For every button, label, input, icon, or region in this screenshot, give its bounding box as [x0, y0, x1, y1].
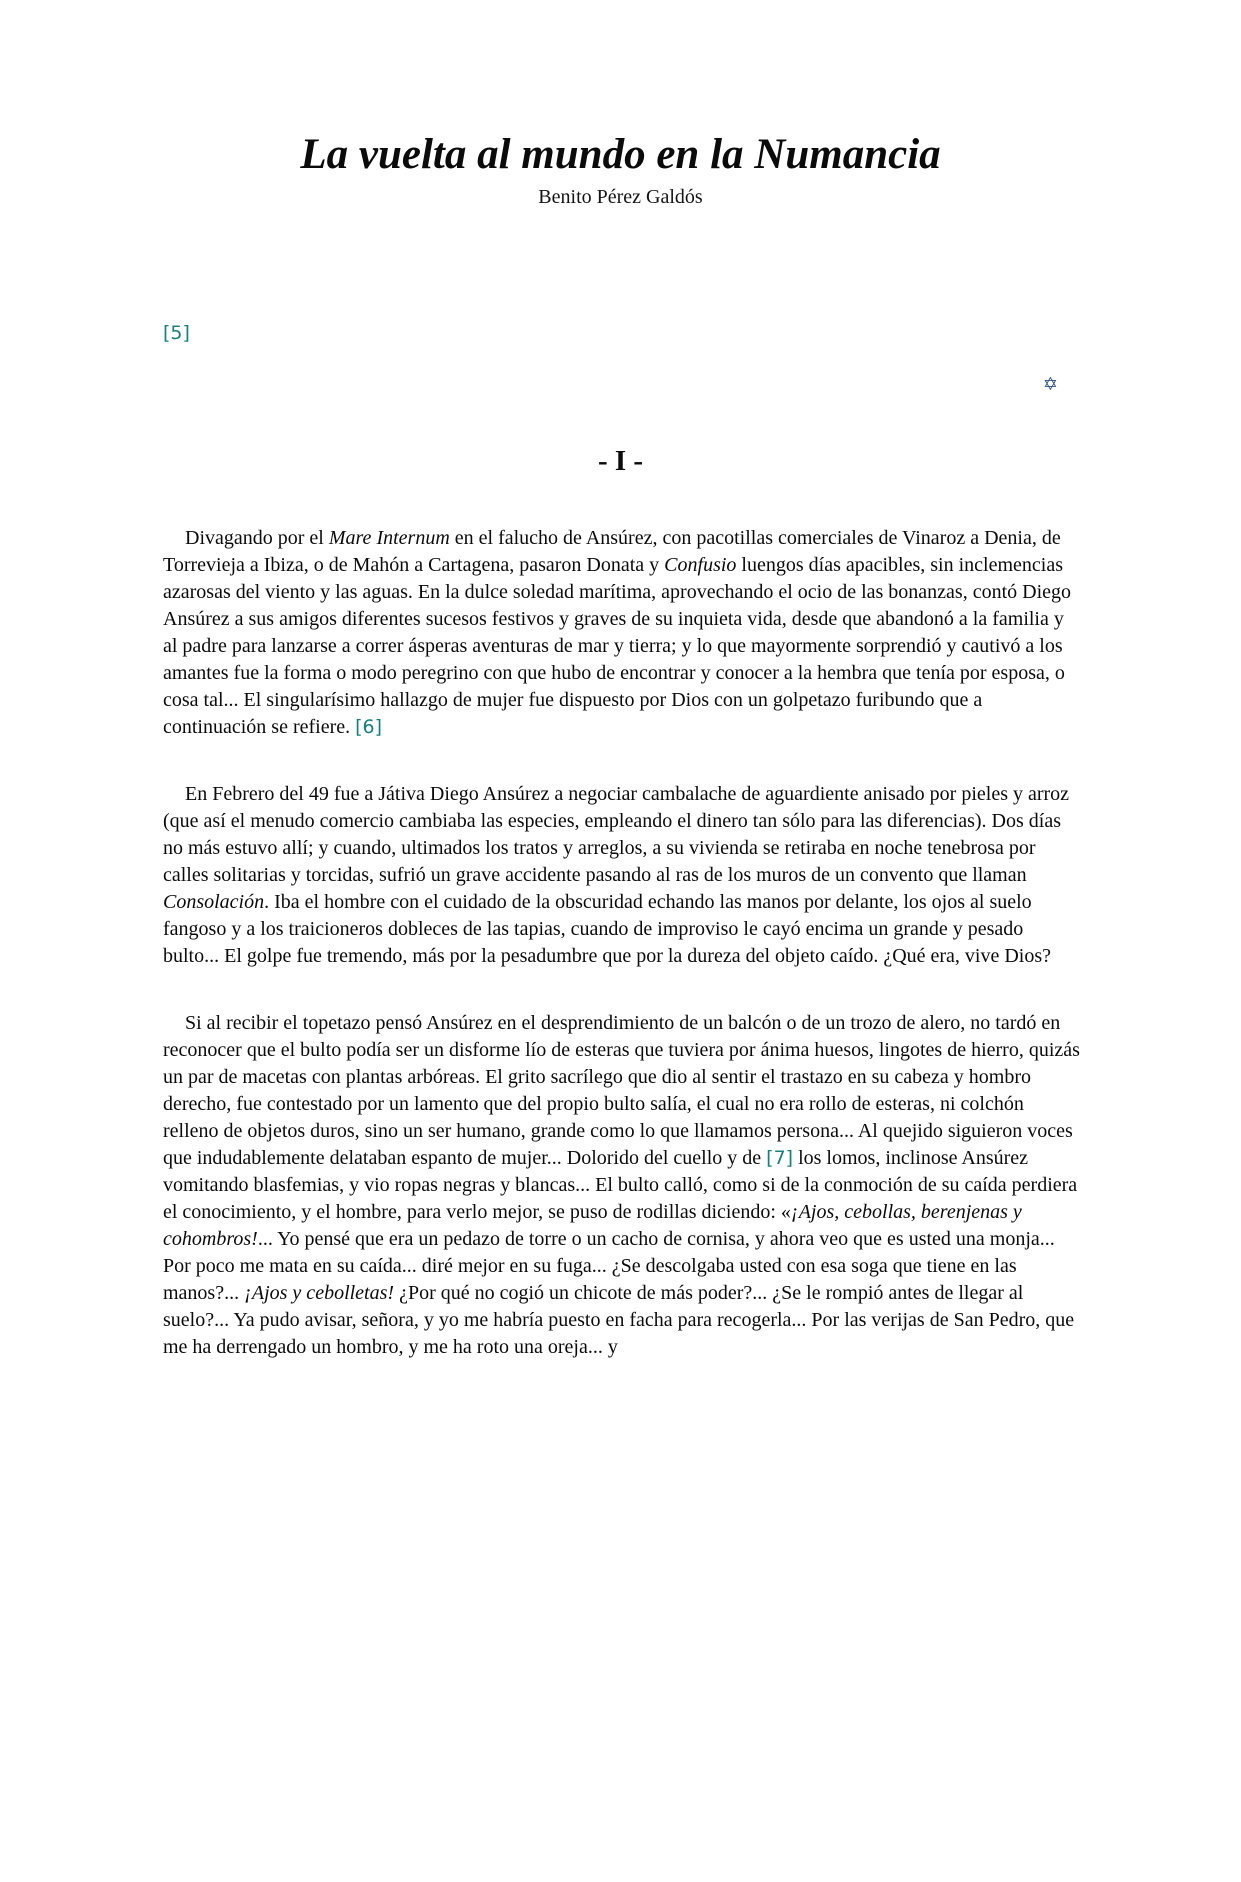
document-page [0, 128, 1241, 1882]
italic-text: Consolación [163, 891, 265, 913]
paragraphs-container [163, 525, 1081, 1361]
italic-text: ¡Ajos y cebolletas! [244, 1282, 395, 1304]
body-text: Si al recibir el topetazo pensó Ansúrez en el desprendimiento de un balcón o de un trozo de alero, no tardó en reconocer que el bulto podía ser un disforme lío de esteras que tuviera por ánima huesos, lingotes de hierro, quizás un par de macetas con plantas arbóreas. El grito sacrílego que dio al sentir el trastazo en su cabeza y hombro derecho, fue contestado por un lamento que del propio bulto salía, el cual no era rollo de esteras, ni colchón relleno de objetos duros, sino un ser humano, grande como lo que llamamos persona... Al quejido siguieron voces que indudablemente delataban espanto de mujer... Dolorido del cuello y de [163, 1012, 1080, 1169]
book-title: La vuelta al mundo en la Numancia [300, 131, 941, 178]
paragraph [163, 525, 1081, 741]
italic-text: Mare Internum [328, 527, 450, 549]
page-number-row [163, 320, 1241, 348]
body-text: ¿Por qué no cogió un chicote de más poder?... ¿Se le rompió antes de llegar al suelo?... Ya pudo avisar, señora, y yo me habría puesto en facha para recogerla... Por las verijas de San Pedro, que me ha derrengado un hombro, y me ha roto una oreja... y [163, 1282, 1075, 1358]
body-text: luengos días apacibles, sin inclemencias azarosas del viento y las aguas. En la dulce soledad marítima, aprovechando el ocio de las bonanzas, contó Diego Ansúrez a sus amigos diferentes sucesos festivos y graves de su inquieta vida, desde que abandonó a la familia y al padre para lanzarse a correr ásperas aventuras de mar y tierra; y lo que mayormente sorprendió y cautivó a los amantes fue la forma o modo peregrino con que hubo de encontrar y conocer a la hembra que tenía por esposa, o cosa tal... El singularísimo hallazgo de mujer fue dispuesto por Dios con un golpetazo furibundo que a continuación se refiere. [163, 554, 1072, 738]
page-ref-link[interactable]: [7] [766, 1147, 794, 1169]
italic-text: ¡Ajos, cebollas, berenjenas y cohombros! [163, 1201, 1022, 1250]
section-divider-row [0, 374, 1058, 397]
chapter-heading: - I - [597, 445, 644, 477]
body-text: los lomos, inclinose Ansúrez vomitando blasfemias, y vio ropas negras y blancas... El bulto calló, como si de la conmoción de su caída perdiera el conocimiento, y el hombre, para verlo mejor, se puso de rodillas diciendo: « [163, 1147, 1078, 1223]
italic-text: Confusio [664, 554, 737, 576]
star-of-david-icon: ✡ [1042, 374, 1058, 395]
body-text: Divagando por el [185, 527, 329, 549]
book-author: Benito Pérez Galdós [538, 186, 703, 208]
paragraph [163, 1010, 1081, 1361]
body-text: En Febrero del 49 fue a Játiva Diego Ansúrez a negociar cambalache de aguardiente anisado por pieles y arroz (que así el menudo comercio cambiaba las especies, empleando el dinero tan sólo para las diferencias). Dos días no más estuvo allí; y cuando, ultimados los tratos y arreglos, a su vivienda se retiraba en noche tenebrosa por calles solitarias y torcidas, sufrió un grave accidente pasando al ras de los muros de un convento que llaman [163, 783, 1070, 886]
page-ref-link[interactable]: [6] [355, 716, 383, 738]
body-text: en el falucho de Ansúrez, con pacotillas comerciales de Vinaroz a Denia, de Torrevieja a Ibiza, o de Mahón a Cartagena, pasaron Donata y [163, 527, 1061, 576]
paragraph [163, 781, 1081, 970]
page-number-link[interactable]: [5] [163, 322, 190, 344]
body-text: ... Yo pensé que era un pedazo de torre o un cacho de cornisa, y ahora veo que es usted una monja... Por poco me mata en su caída... diré mejor en su fuga... ¿Se descolgaba usted con esa soga que tiene en las manos?... [163, 1228, 1055, 1304]
body-text: . Iba el hombre con el cuidado de la obscuridad echando las manos por delante, los ojos al suelo fangoso y a los traicioneros dobleces de las tapias, cuando de improviso le cayó encima un grande y pesado bulto... El golpe fue tremendo, más por la pesadumbre que por la dureza del objeto caído. ¿Qué era, vive Dios? [163, 891, 1052, 967]
